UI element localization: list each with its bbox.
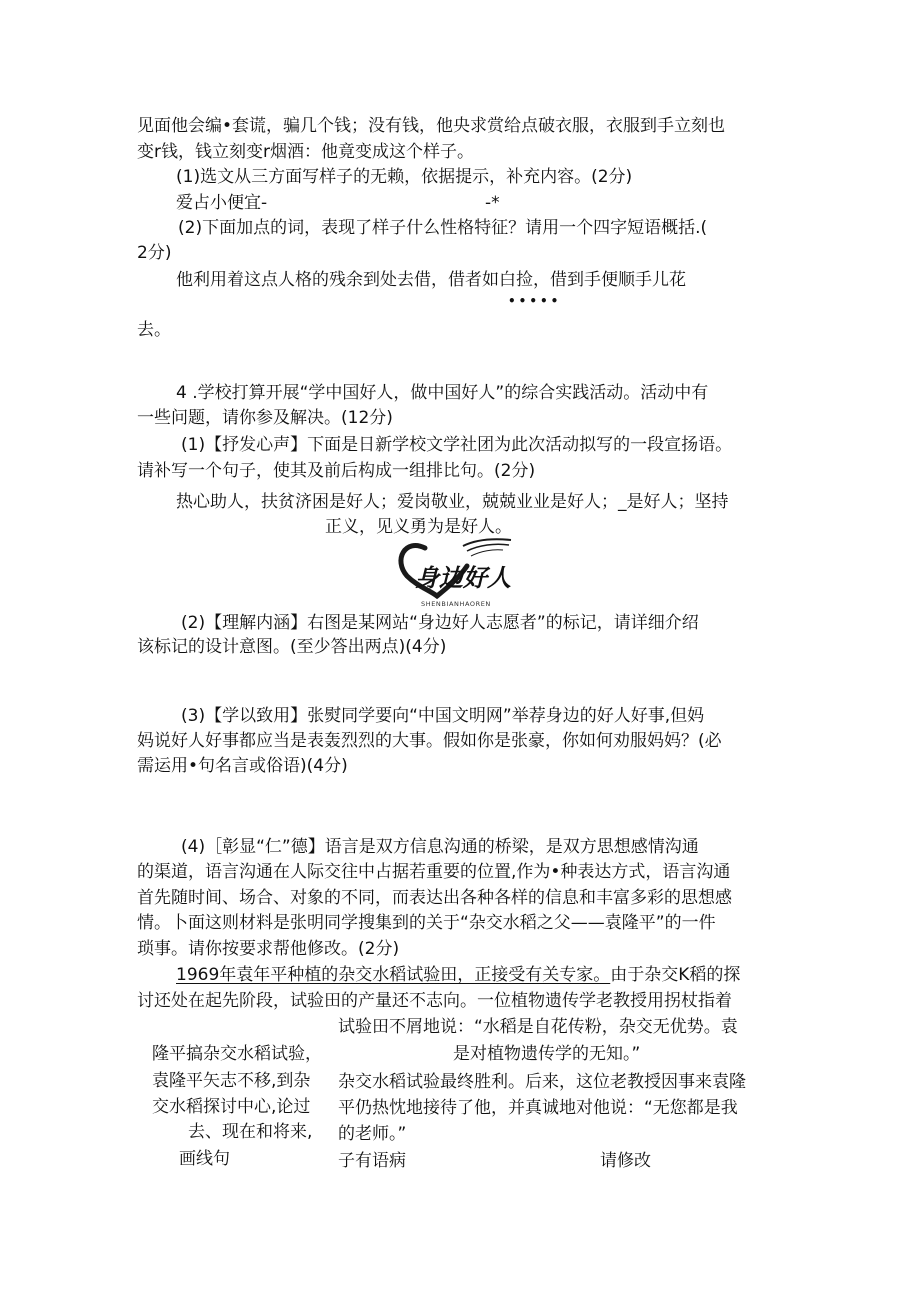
sub-question-3-cont: 需运用•句名言或俗语)(4分) — [137, 756, 348, 776]
question-2-stem-cont: 2分) — [137, 243, 172, 263]
sub-question-2-cont: 该标记的设计意图。(至少答出两点)(4分) — [137, 637, 447, 657]
material-text: 由于杂交K稻的探 — [610, 965, 741, 985]
question-1-hint-a: 爱占小便宜- — [176, 193, 268, 213]
instruction-label: 请修改 — [600, 1151, 651, 1171]
sub-question-4-cont: 琐事。请你按要求帮他修改。(2分) — [137, 939, 400, 959]
question-1-stem: (1)选文从三方面写样子的无赖，依据提示，补充内容。(2分) — [176, 167, 633, 187]
question-2-stem: (2)下面加点的词，表现了样子什么性格特征？请用一个四字短语概括.( — [178, 218, 708, 238]
parallel-sentence-cont: 正义，见义勇为是好人。 — [325, 517, 512, 537]
sub-question-4-cont: 的渠道，语言沟通在人际交往中占据若重要的位置,作为•种表达方式，语言沟通 — [137, 862, 731, 882]
material-line — [176, 963, 740, 987]
sub-question-4-cont: 首先随时间、场合、对象的不同，而表达出各种各样的信息和丰富多彩的思想感 — [137, 888, 732, 908]
material-left-line: 去、现在和将来, — [188, 1122, 313, 1142]
question-2-quote: 他利用着这点人格的残余到处去借，借者如白捡，借到手便顺手儿花 — [176, 270, 686, 290]
material-left-line: 袁隆平矢志不移,到杂 — [152, 1071, 311, 1091]
material-right-line: 是对植物遗传学的无知。” — [453, 1044, 641, 1064]
sub-question-2: (2)【理解内涵】右图是某网站“身边好人志愿者”的标记，请详细介绍 — [181, 613, 699, 633]
sub-question-4-cont: 情。卜面这则材料是张明同学搜集到的关于“杂交水稻之父——袁隆平”的一件 — [137, 913, 716, 933]
instruction-label: 子有语病 — [338, 1151, 406, 1171]
logo-text: 身边好人 — [415, 563, 511, 592]
material-left-line: 交水稻探讨中心,论过 — [152, 1097, 311, 1117]
sub-question-1: (1)【抒发心声】下面是日新学校文学社团为此次活动拟写的一段宣扬语。 — [181, 435, 733, 455]
item-4-intro: 4 .学校打算开展“学中国好人，做中国好人”的综合实践活动。活动中有 — [176, 383, 709, 403]
sub-question-1-cont: 请补写一个句子，使其及前后构成一组排比句。(2分) — [137, 461, 536, 481]
material-line: 讨还处在起先阶段，试验田的产量还不志向。一位植物遗传学老教授用拐杖指着 — [137, 991, 732, 1011]
good-people-logo — [395, 536, 517, 608]
emphasis-dots: ••••• — [508, 294, 562, 308]
sub-question-3-cont: 妈说好人好事都应当是表轰烈烈的大事。假如你是张豪，你如何劝服妈妈？(必 — [137, 731, 722, 751]
material-right-line: 杂交水稻试验最终胜利。后来，这位老教授因事来袁隆 — [338, 1072, 746, 1092]
sub-question-4: (4)［彰显“仁”德】语言是双方信息沟通的桥梁，是双方思想感情沟通 — [181, 837, 699, 857]
logo-pinyin: SHENBIANHAOREN — [421, 600, 491, 608]
question-2-quote-cont: 去。 — [137, 320, 171, 340]
material-right-line: 试验田不屑地说：“水稻是自花传粉，杂交无优势。袁 — [338, 1017, 738, 1037]
question-1-hint-b: -* — [485, 193, 500, 213]
underlined-sentence: 1969年袁年平种植的杂交水稻试验田，正接受有关专家。 — [176, 965, 611, 985]
item-4-intro-cont: 一些问题，请你参及解决。(12分) — [137, 408, 393, 428]
passage-line: 见面他会编•套谎，骗几个钱；没有钱，他央求赏给点破衣服，衣服到手立刻也 — [137, 116, 726, 136]
material-right-line: 的老师。” — [338, 1124, 407, 1144]
material-left-line: 隆平搞杂交水稻试验， — [152, 1044, 322, 1064]
passage-line: 变r钱，钱立刻变r烟酒：他竟变成这个样子。 — [137, 142, 474, 162]
parallel-sentence: 热心助人，扶贫济困是好人；爱岗敬业，兢兢业业是好人；_是好人；坚持 — [176, 492, 729, 512]
instruction-label: 画线句 — [179, 1149, 230, 1169]
sub-question-3: (3)【学以致用】张熨同学要向“中国文明网”举荐身边的好人好事,但妈 — [181, 706, 705, 726]
material-right-line: 平仍热忱地接待了他，并真诚地对他说：“无您都是我 — [338, 1098, 738, 1118]
